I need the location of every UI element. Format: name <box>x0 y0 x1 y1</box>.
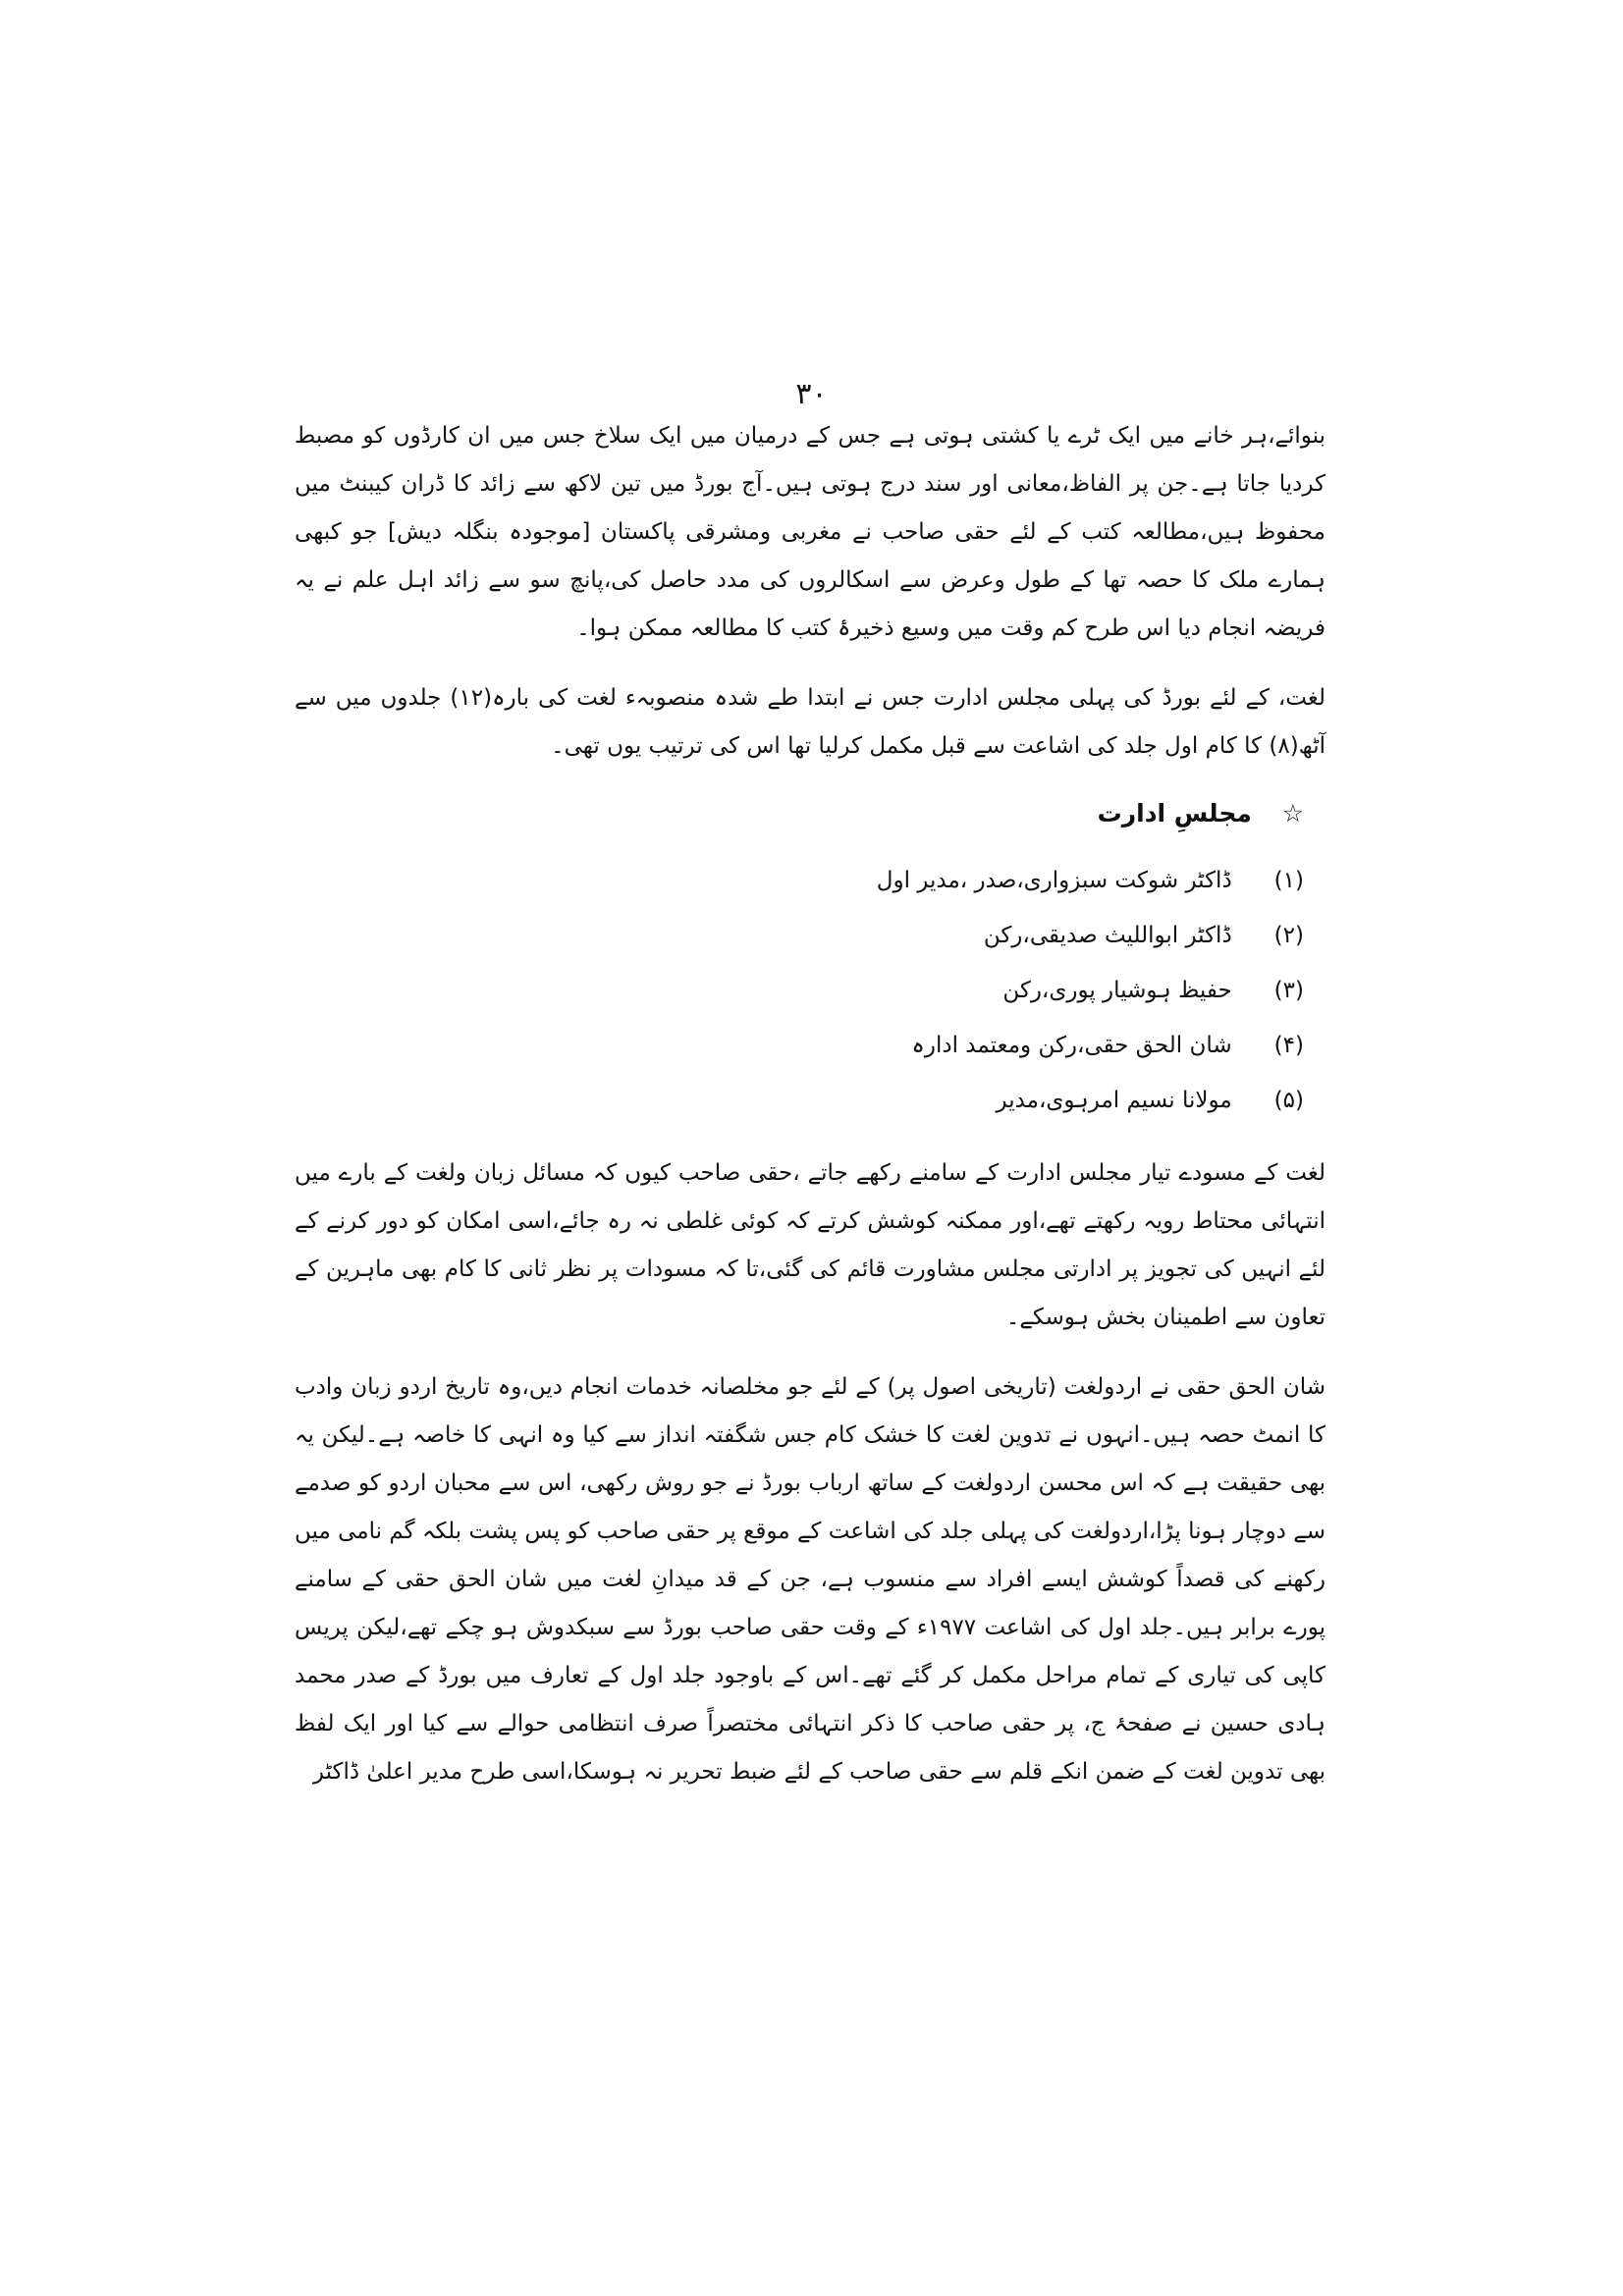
list-item <box>295 1018 1304 1073</box>
list-item-text: حفیظ ہوشیار پوری،رکن <box>1002 978 1232 1003</box>
list-item-text: ڈاکٹر ابواللیث صدیقی،رکن <box>983 923 1232 948</box>
list-item-text: مولانا نسیم امرہوی،مدیر <box>996 1088 1232 1113</box>
list-item-text: شان الحق حقی،رکن ومعتمد ادارہ <box>911 1033 1232 1058</box>
list-item-number: (۵) <box>1273 1088 1304 1113</box>
paragraph-haqqi-services: شان الحق حقی نے اردولغت (تاریخی اصول پر) کے لئے جو مخلصانہ خدمات انجام دیں،وہ تاریخ اردو زبان وادب کا انمٹ حصہ ہیں۔انہوں نے تدوین لغت کا خشک کام جس شگفتہ انداز سے کیا وہ انہی کا خاصہ ہے۔لیکن یہ بھی حقیقت ہے کہ اس محسن اردولغت کے ساتھ ارباب بورڈ نے جو روش رکھی، اس سے محبان اردو کو صدمے سے دوچار ہونا پڑا،اردولغت کی پہلی جلد کی اشاعت کے موقع پر حقی صاحب کو پس پشت بلکہ گم نامی میں رکھنے کی قصداً کوشش ایسے افراد سے منسوب ہے، جن کے قد میدانِ لغت میں شان الحق حقی کے سامنے پورے برابر ہیں۔جلد اول کی اشاعت ۱۹۷۷ء کے وقت حقی صاحب بورڈ سے سبکدوش ہو چکے تھے،لیکن پریس کاپی کی تیاری کے تمام مراحل مکمل کر گئے تھے۔اس کے باوجود جلد اول کے تعارف میں بورڈ کے صدر محمد ہادی حسین نے صفحۂ ج، پر حقی صاحب کا ذکر انتہائی مختصراً صرف انتظامی حوالے سے کیا اور ایک لفظ بھی تدوین لغت کے ضمن انکے قلم سے حقی صاحب کے لئے ضبط تحریر نہ ہوسکا،اسی طرح مدیر اعلیٰ ڈاکٹر <box>295 1374 1325 1785</box>
list-item <box>295 963 1304 1018</box>
list-item <box>295 908 1304 963</box>
section-title: مجلسِ ادارت <box>1097 799 1252 828</box>
list-item-number: (۴) <box>1273 1033 1304 1058</box>
list-item <box>295 1073 1304 1128</box>
section-heading <box>295 792 1325 835</box>
list-item-number: (۳) <box>1273 978 1304 1003</box>
board-members-list <box>295 853 1325 1128</box>
list-item-number: (۲) <box>1273 923 1304 948</box>
list-item-number: (۱) <box>1273 868 1304 893</box>
star-icon: ☆ <box>1281 799 1304 828</box>
paragraph-first-editorial-board: لغت، کے لئے بورڈ کی پہلی مجلس ادارت جس نے ابتدا طے شدہ منصوبہء لغت کی بارہ(۱۲) جلدوں میں سے آٹھ(۸) کا کام اول جلد کی اشاعت سے قبل مکمل کرلیا تھا اس کی ترتیب یوں تھی۔ <box>295 685 1325 759</box>
page-body <box>295 412 1325 1818</box>
list-item <box>295 853 1304 908</box>
paragraph-card-cabinets: بنوائے،ہر خانے میں ایک ٹرے یا کشتی ہوتی ہے جس کے درمیان میں ایک سلاخ جس میں ان کارڈوں کو مصبط کردیا جاتا ہے۔جن پر الفاظ،معانی اور سند درج ہوتی ہیں۔آج بورڈ میں تین لاکھ سے زائد کا ڈران کیبنٹ میں محفوظ ہیں،مطالعہ کتب کے لئے حقی صاحب نے مغربی ومشرقی پاکستان [موجودہ بنگلہ دیش] جو کبھی ہمارے ملک کا حصہ تھا کے طول وعرض سے اسکالروں کی مدد حاصل کی،پانچ سو سے زائد اہل علم نے یہ فریضہ انجام دیا اس طرح کم وقت میں وسیع ذخیرۂ کتب کا مطالعہ ممکن ہوا۔ <box>295 423 1325 641</box>
list-item-text: ڈاکٹر شوکت سبزواری،صدر ،مدیر اول <box>876 868 1232 893</box>
paragraph-draft-review: لغت کے مسودے تیار مجلس ادارت کے سامنے رکھے جاتے ،حقی صاحب کیوں کہ مسائل زبان ولغت کے بارے میں انتہائی محتاط رویہ رکھتے تھے،اور ممکنہ کوشش کرتے کہ کوئی غلطی نہ رہ جائے،اسی امکان کو دور کرنے کے لئے انہیں کی تجویز پر ادارتی مجلس مشاورت قائم کی گئی،تا کہ مسودات پر نظر ثانی کا کام بھی ماہرین کے تعاون سے اطمینان بخش ہوسکے۔ <box>295 1160 1325 1330</box>
page-number: ۳۰ <box>795 377 828 411</box>
